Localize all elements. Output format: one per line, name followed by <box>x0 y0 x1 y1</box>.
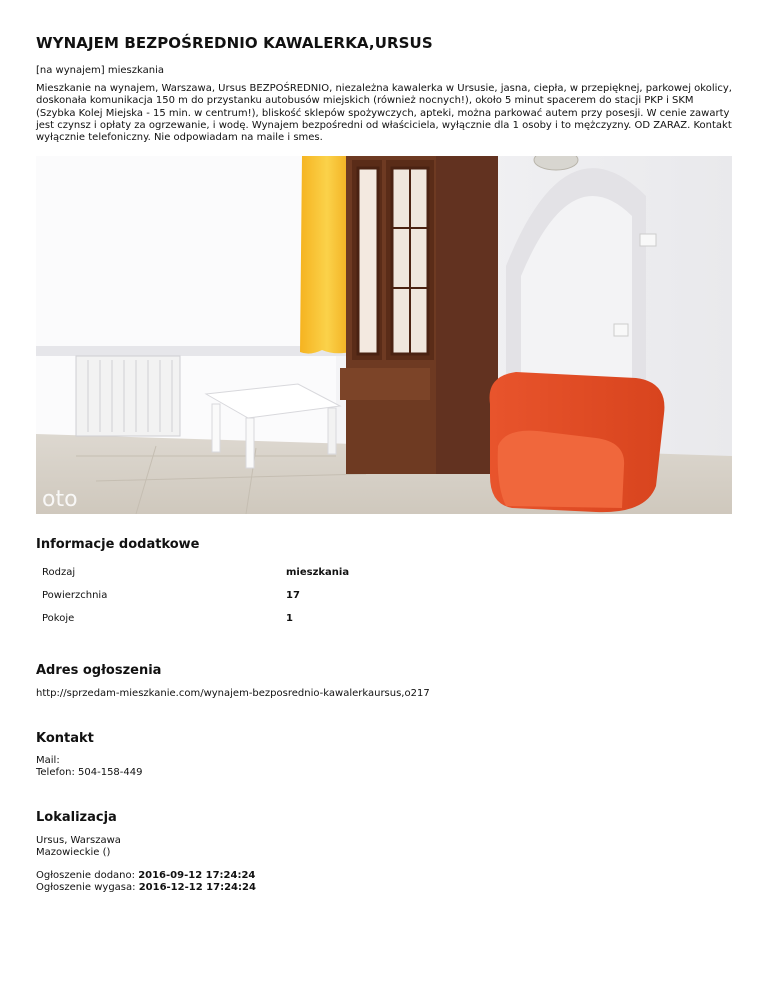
location-region: Mazowieckie () <box>36 847 111 858</box>
apartment-photo <box>36 156 732 514</box>
info-value: 17 <box>286 590 300 601</box>
info-label: Rodzaj <box>42 567 76 578</box>
listing-category: [na wynajem] mieszkania <box>36 65 164 76</box>
photo-watermark: oto <box>42 487 78 512</box>
location-heading: Lokalizacja <box>36 810 117 825</box>
listing-title: WYNAJEM BEZPOŚREDNIO KAWALERKA,URSUS <box>36 34 433 52</box>
date-expires-value: 2016-12-12 17:24:24 <box>138 882 256 893</box>
info-value: mieszkania <box>286 567 350 578</box>
listing-description: Mieszkanie na wynajem, Warszawa, Ursus BEZPOŚREDNIO, niezależna kawalerka w Ursusie, jasna, ciepła, w przepięknej, parkowej okolicy, doskonała komunikacja 150 m do przystanku autobusów miejskich (również nocnych!), około 5 minut spacerem do stacji PKP i SKM (Szybka Kolej Miejska - 15 min. w centrum!), bliskość sklepów spożywczych, apteki, można parkować autem przy posesji. W cenie zawarty jest czynsz i opłaty za ogrzewanie, i wodę. Wynajem bezpośredni od właściciela, wyłącznie dla 1 osoby i to mężczyzny. OD ZARAZ. Kontakt wyłącznie telefoniczny. Nie odpowiadam na maile i smes. <box>36 83 732 144</box>
contact-phone: Telefon: 504-158-449 <box>36 767 143 778</box>
date-added-label: Ogłoszenie dodano: <box>36 870 139 881</box>
info-value: 1 <box>286 613 293 624</box>
info-label: Powierzchnia <box>42 590 108 601</box>
contact-mail: Mail: <box>36 755 60 766</box>
listing-url-link[interactable]: http://sprzedam-mieszkanie.com/wynajem-bezposrednio-kawalerkaursus,o217 <box>36 688 430 699</box>
date-added-value: 2016-09-12 17:24:24 <box>138 870 256 881</box>
contact-heading: Kontakt <box>36 731 94 746</box>
info-label: Pokoje <box>42 613 75 624</box>
date-expires <box>36 882 256 893</box>
apartment-photo-image <box>36 156 732 514</box>
address-heading: Adres ogłoszenia <box>36 663 162 678</box>
info-heading: Informacje dodatkowe <box>36 537 200 552</box>
date-expires-label: Ogłoszenie wygasa: <box>36 882 139 893</box>
date-added <box>36 870 255 881</box>
location-city: Ursus, Warszawa <box>36 835 121 846</box>
